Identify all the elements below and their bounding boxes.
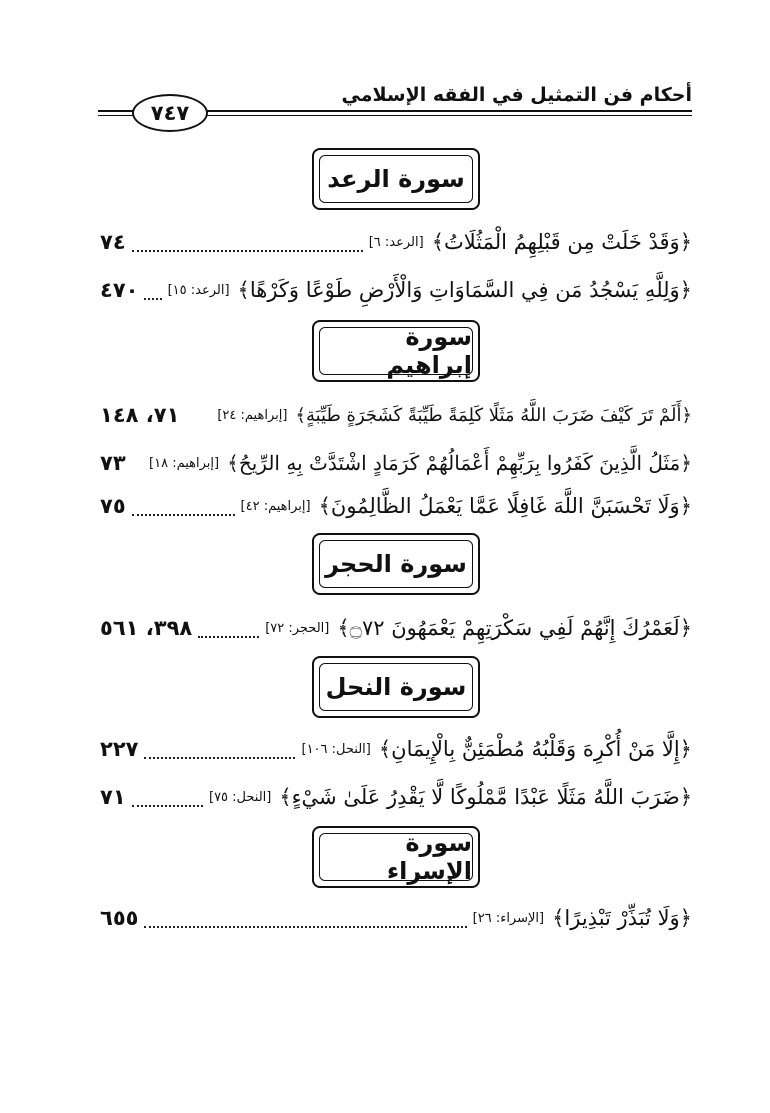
surah-title: سورة النحل [319,663,473,711]
verse-entry [100,443,692,483]
dot-leader [144,298,161,300]
dot-leader [144,926,466,928]
dot-leader [144,757,295,759]
verse-text: ﴿وَلَا تَحْسَبَنَّ اللَّهَ غَافِلًا عَمَّا يَعْمَلُ الظَّالِمُونَ﴾ [318,494,692,518]
verse-entry [100,729,692,769]
verse-reference: [الإسراء: ٢٦] [472,910,545,926]
dot-leader [132,805,203,807]
page-references: ٧٤ [100,230,126,254]
book-title: أحكام فن التمثيل في الفقه الإسلامي [341,84,692,106]
verse-text: ﴿وَقَدْ خَلَتْ مِن قَبْلِهِمُ الْمَثُلَاتُ﴾ [431,230,692,254]
verse-reference: [إبراهيم: ١٨] [149,455,220,471]
verse-text: ﴿مَثَلُ الَّذِينَ كَفَرُوا بِرَبِّهِمْ أَعْمَالُهُمْ كَرَمَادٍ اشْتَدَّتْ بِهِ الرِّيحُ﴾ [227,451,692,475]
verse-entry [100,270,692,310]
verse-entry [100,608,692,648]
verse-text: ﴿وَلِلَّهِ يَسْجُدُ مَن فِي السَّمَاوَاتِ وَالْأَرْضِ طَوْعًا وَكَرْهًا﴾ [237,278,692,302]
dot-leader [198,636,259,638]
verse-entry [100,777,692,817]
verse-reference: [النحل: ١٠٦] [301,741,371,757]
verse-text: ﴿لَعَمْرُكَ إِنَّهُمْ لَفِي سَكْرَتِهِمْ يَعْمَهُونَ ۝٧٢﴾ [337,616,692,640]
verse-reference: [الرعد: ١٥] [167,282,230,298]
header-rule [206,110,692,116]
surah-title: سورة إبراهيم [319,327,473,375]
verse-reference: [الرعد: ٦] [368,234,424,250]
verse-reference: [الحجر: ٧٢] [265,620,330,636]
verse-text: ﴿ضَرَبَ اللَّهُ مَثَلًا عَبْدًا مَّمْلُوكًا لَّا يَقْدِرُ عَلَىٰ شَيْءٍ﴾ [279,785,692,809]
verse-entry [100,222,692,262]
header-rule-short [98,110,134,116]
page-references: ٧١ [100,785,126,809]
page-number: ٧٤٧ [132,94,208,132]
page-references: ٧٣ [100,451,126,475]
surah-heading [312,320,480,382]
verse-reference: [النحل: ٧٥] [208,789,272,805]
verse-entry [100,395,692,435]
surah-heading [312,656,480,718]
verse-text: ﴿وَلَا تُبَذِّرْ تَبْذِيرًا﴾ [552,906,692,930]
page-references: ٧٥ [100,494,126,518]
verse-reference: [إبراهيم: ٤٢] [240,498,311,514]
page-references: ٧١، ١٤٨ [100,403,180,427]
verse-reference: [إبراهيم: ٢٤] [217,407,288,423]
page-references: ٢٢٧ [100,737,139,761]
verse-entry [100,486,692,526]
surah-heading [312,533,480,595]
page-references: ٦٥٥ [100,906,139,930]
surah-title: سورة الإسراء [319,833,473,881]
page-references: ٤٧٠ [100,278,139,302]
verse-text: ﴿إِلَّا مَنْ أُكْرِهَ وَقَلْبُهُ مُطْمَئِنٌّ بِالْإِيمَانِ﴾ [378,737,692,761]
dot-leader [132,514,235,516]
surah-title: سورة الرعد [319,155,473,203]
surah-heading [312,148,480,210]
verse-entry [100,898,692,938]
verse-text: ﴿أَلَمْ تَرَ كَيْفَ ضَرَبَ اللَّهُ مَثَلًا كَلِمَةً طَيِّبَةً كَشَجَرَةٍ طَيِّبَةٍ﴾ [295,404,692,426]
dot-leader [132,250,363,252]
surah-title: سورة الحجر [319,540,473,588]
surah-heading [312,826,480,888]
page-references: ٣٩٨، ٥٦١ [100,616,193,640]
